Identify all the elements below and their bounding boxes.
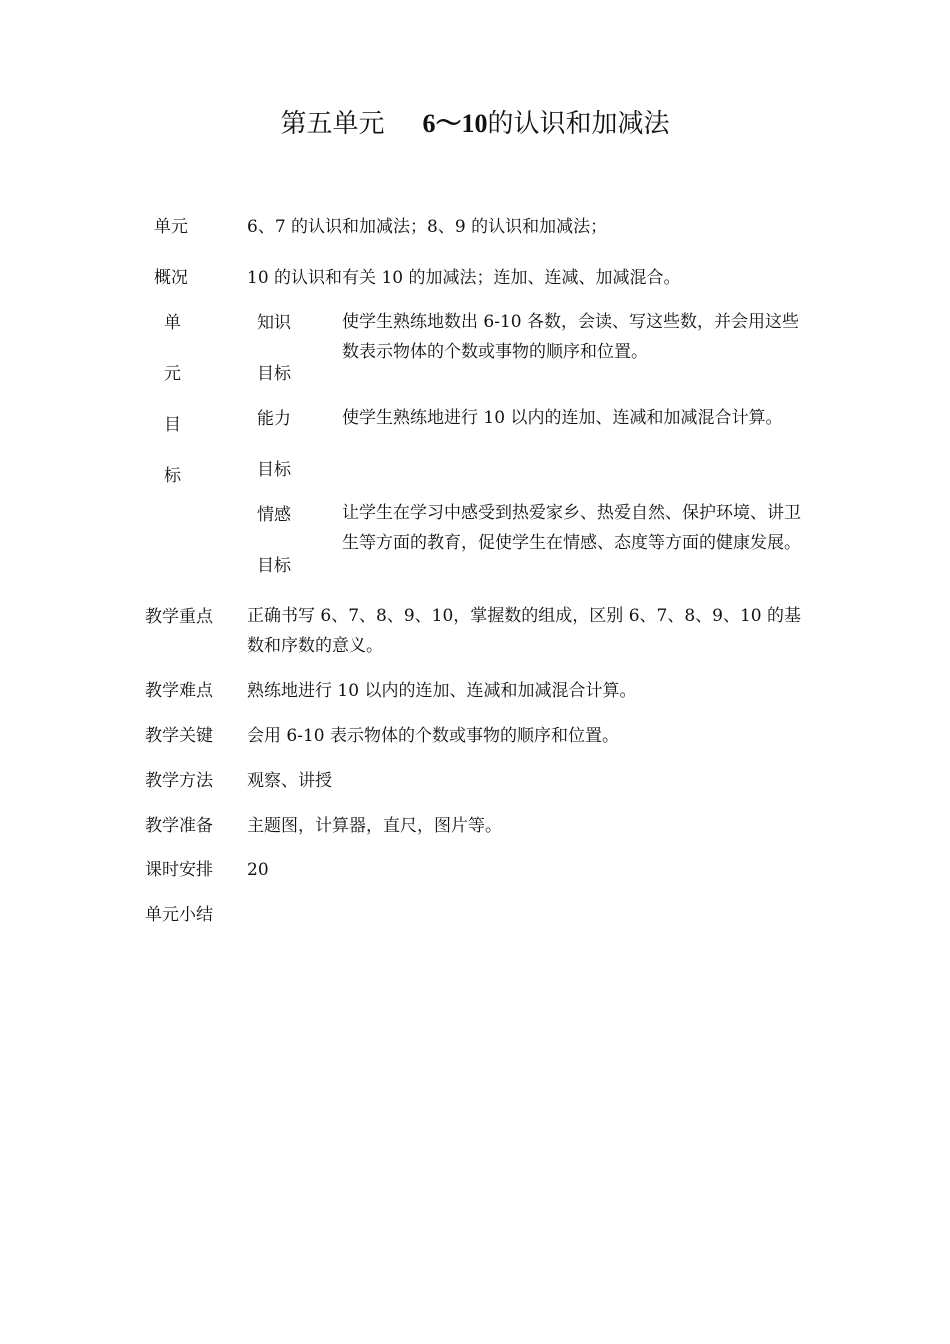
key-points-label: 教学重点 [145,607,213,627]
page-title [0,106,950,142]
preparation-label: 教学准备 [145,816,213,836]
key-text: 会用 6-10 表示物体的个数或事物的顺序和位置。 [247,726,619,746]
knowledge-goal-label-line1: 知识 [257,313,291,333]
overview-text-line1: 6、7 的认识和加减法；8、9 的认识和加减法； [247,217,608,237]
goals-label-char: 标 [164,466,181,486]
emotion-goal-text: 让学生在学习中感受到热爱家乡、热爱自然、保护环境、讲卫生等方面的教育，促使学生在情感、态度等方面的健康发展。 [342,503,801,553]
ability-goal-label-line1: 能力 [257,409,291,429]
knowledge-goal-text: 使学生熟练地数出 6-10 各数，会读、写这些数，并会用这些数表示物体的个数或事物的顺序和位置。 [342,312,799,362]
methods-text: 观察、讲授 [247,771,332,791]
goals-label-char: 元 [164,364,181,384]
goals-label-char: 单 [164,313,181,333]
key-points-text: 正确书写 6、7、8、9、10，掌握数的组成，区别 6、7、8、9、10 的基数和序数的意义。 [247,606,802,656]
preparation-text: 主题图，计算器，直尺，图片等。 [247,816,502,836]
difficulties-text: 熟练地进行 10 以内的连加、连减和加减混合计算。 [247,681,637,701]
difficulties-label: 教学难点 [145,681,213,701]
ability-goal-label-line2: 目标 [257,460,291,480]
title-range: 6～10 [422,109,488,138]
hours-text: 20 [247,860,269,880]
title-suffix: 的认识和加减法 [487,109,670,139]
summary-label: 单元小结 [145,905,213,925]
overview-text-line2: 10 的认识和有关 10 的加减法；连加、连减、加减混合。 [247,268,681,288]
hours-label: 课时安排 [145,860,213,880]
knowledge-goal-label-line2: 目标 [257,364,291,384]
ability-goal-text: 使学生熟练地进行 10 以内的连加、连减和加减混合计算。 [342,408,783,428]
goals-label-char: 目 [164,415,181,435]
emotion-goal-label-line1: 情感 [257,505,291,525]
title-prefix: 第五单元 [280,109,385,139]
overview-label-line2: 概况 [154,268,188,288]
emotion-goal-label-line2: 目标 [257,556,291,576]
overview-label-line1: 单元 [154,217,188,237]
key-label: 教学关键 [145,726,213,746]
methods-label: 教学方法 [145,771,213,791]
